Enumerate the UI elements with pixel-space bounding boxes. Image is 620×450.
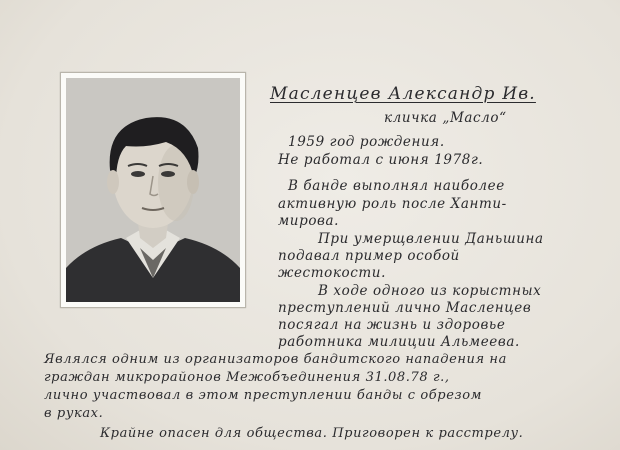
photo-frame: [60, 72, 246, 308]
crimes-line-2: преступлений лично Масленцев: [278, 300, 532, 316]
murder-line-1: При умерщвлении Даньшина: [318, 231, 544, 247]
crimes-line-3: посягал на жизнь и здоровье: [278, 317, 506, 333]
murder-line-2: подавал пример особой: [278, 248, 460, 264]
role-line-3: мирова.: [278, 213, 340, 229]
role-line-1: В банде выполнял наиболее: [288, 178, 505, 194]
nickname-line: кличка „Масло“: [384, 110, 507, 126]
role-line-2: активную роль после Ханти-: [278, 196, 507, 212]
crimes-line-1: В ходе одного из корыстных: [318, 283, 542, 299]
organizer-line-4: в руках.: [44, 406, 104, 421]
person-name: Масленцев Александр Ив.: [270, 84, 536, 104]
organizer-line-1: Являлся одним из организаторов бандитского нападения на: [44, 352, 507, 367]
portrait-illustration: [66, 78, 240, 302]
birth-line-1: 1959 год рождения.: [288, 134, 445, 150]
organizer-line-3: лично участвовал в этом преступлении банды с обрезом: [44, 388, 483, 403]
verdict-line: Крайне опасен для общества. Приговорен к расстрелу.: [100, 426, 524, 441]
birth-line-2: Не работал с июня 1978г.: [278, 152, 484, 168]
murder-line-3: жестокости.: [278, 265, 386, 281]
organizer-line-2: граждан микрорайонов Межобъединения 31.08.78 г.,: [44, 370, 450, 385]
portrait-photo: [66, 78, 240, 302]
crimes-line-4: работника милиции Альмеева.: [278, 334, 520, 350]
